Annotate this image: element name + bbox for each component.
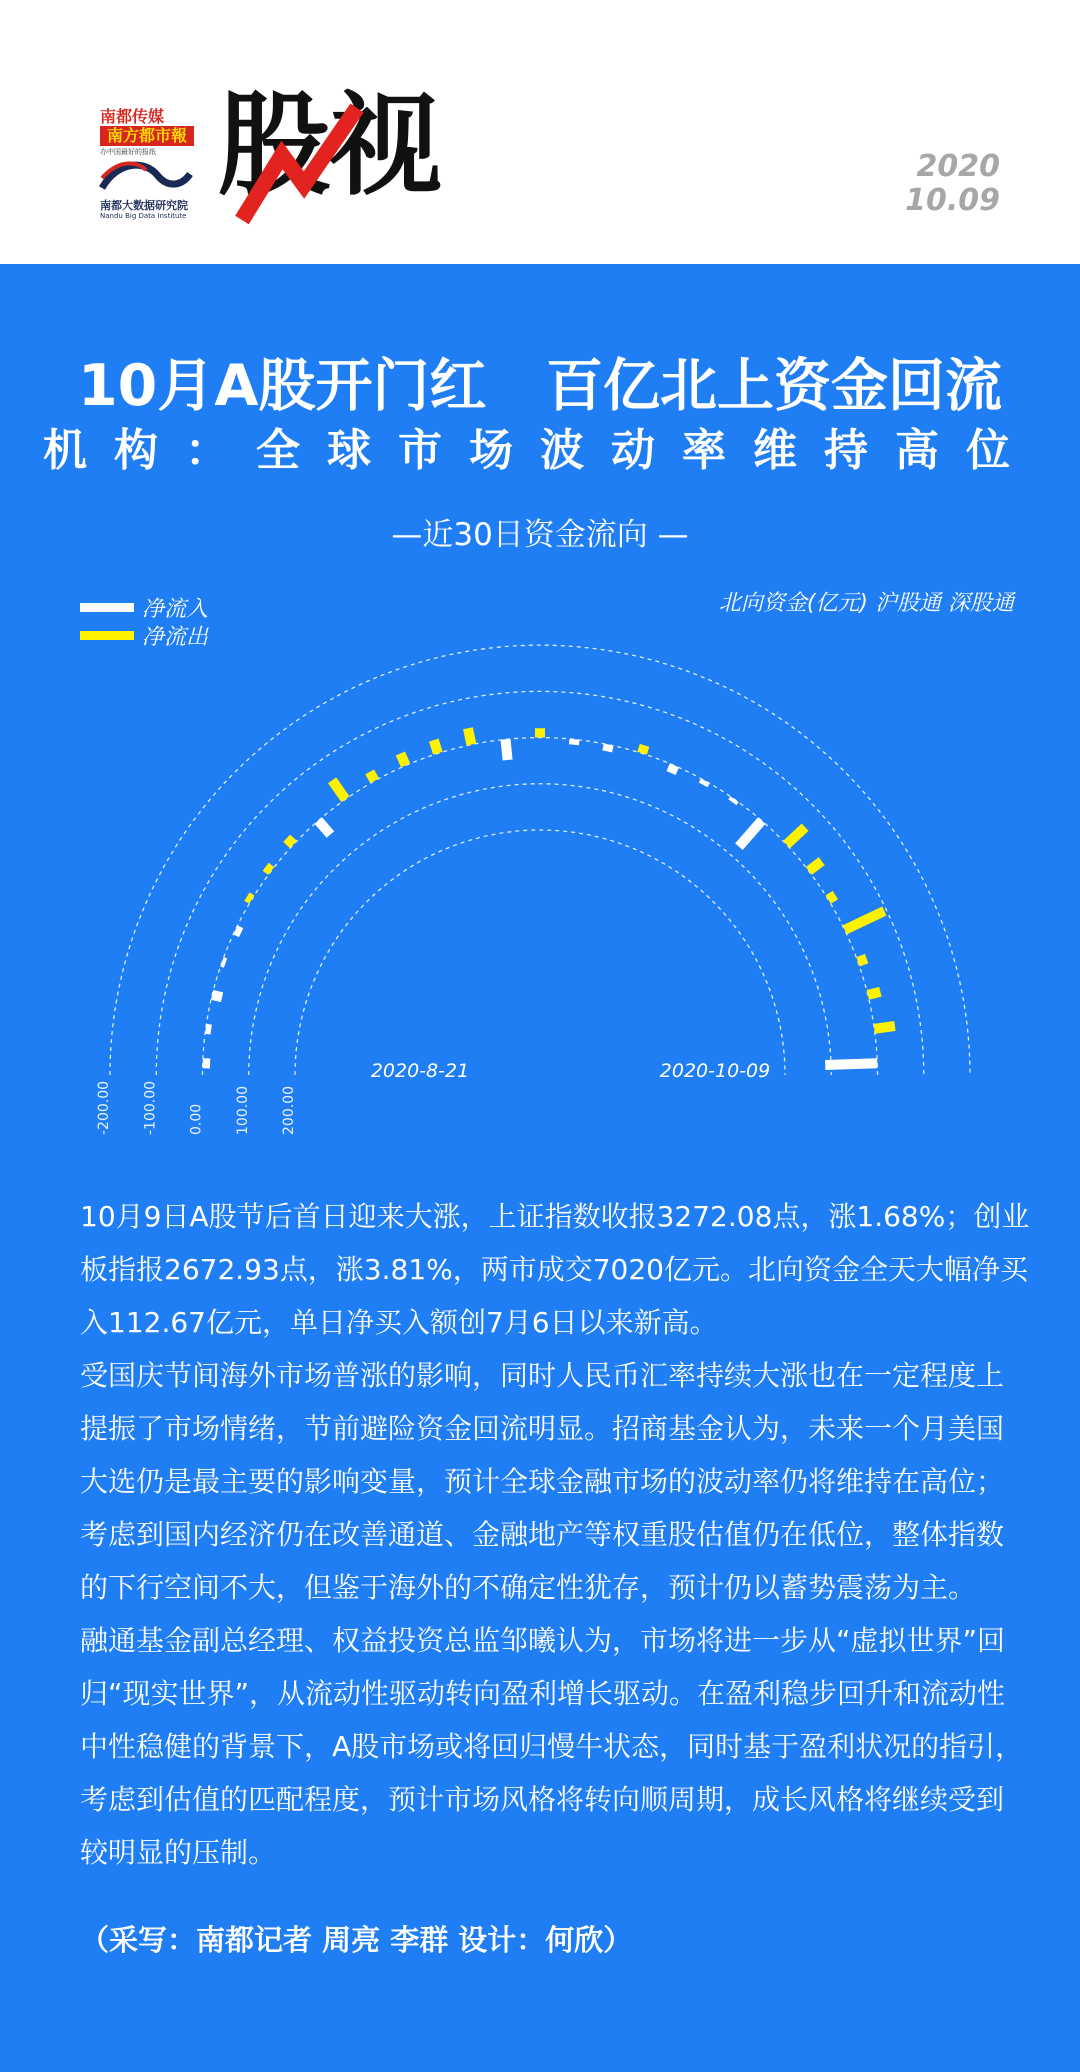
header-bar [0,0,1080,264]
brand-tagline: 办中国最好的报纸 [100,148,156,156]
trend-arrow-icon [232,100,372,230]
date-year: 2020 [916,149,1000,184]
flow-bar-30 [825,1063,877,1065]
flow-bar-17 [607,745,608,752]
flow-bar-18 [642,745,645,753]
ring-tick-label-4: -200.00 [96,1080,112,1135]
article-paragraph-3: 融通基金副总经理、权益投资总监邹曦认为，市场将进一步从“虚拟世界”回归“现实世界”，从流动性驱动转向盈利增长驱动。在盈利稳步回升和流动性中性稳健的背景下，A股市场或将回归慢牛状态，同时基于盈利状况的指引，考虑到估值的匹配程度，预计市场风格将转向顺周期，成长风格将继续受到较明显的压制。 [80,1624,1024,1869]
flow-bar-9 [332,780,345,799]
article-credit: （采写：南都记者 周亮 李群 设计：何欣） [80,1923,633,1957]
ring-tick-label-3: -100.00 [142,1080,159,1135]
ring-2 [203,738,878,1075]
flow-bar-6 [266,867,272,871]
date-day: 10.09 [905,183,1000,218]
wave-logo-icon [98,158,194,196]
flow-bar-26 [845,911,885,930]
flow-bar-13 [468,728,471,744]
brand-newspaper-label: 南方都市報 [100,126,194,146]
flow-bar-3 [222,962,225,963]
chart-subtitle: —近30日资金流向 — [391,517,689,553]
logo-wordmark: 股视 [218,81,442,211]
flow-bar-10 [370,772,375,781]
legend-label-inflow: 净流入 [142,596,209,622]
article-paragraph-2: 受国庆节间海外市场普涨的影响，同时人民币汇率持续大涨也在一定程度上提振了市场情绪，节前避险资金回流明显。招商基金认为，未来一个月美国大选仍是最主要的影响变量，预计全球金融市场的波动率仍将维持在高位；考虑到国内经济仍在改善通道、金融地产等权重股估值仍在低位，整体指数的下行空间不大，但鉴于海外的不确定性犹存，预计仍以蓄势震荡为主。 [80,1359,1005,1604]
flow-bar-11 [400,754,405,766]
flow-bar-19 [671,765,674,773]
institute-label: 南都大数据研究院 [100,199,188,212]
flow-bar-25 [828,895,835,899]
flow-bar-29 [874,1026,895,1029]
headline-title: 10月A股开门红 百亿北上资金回流 [78,353,1002,419]
flow-bar-21 [732,799,734,802]
ring-tick-label-2: 0.00 [188,1103,205,1135]
start-date-label: 2020-8-21 [370,1060,470,1082]
ring-3 [156,691,924,1075]
radial-flow-chart [0,560,1080,1160]
flow-bar-23 [787,827,806,844]
ring-4 [110,645,970,1075]
ring-0 [295,830,785,1075]
flow-bar-4 [235,930,241,933]
flow-bar-8 [318,821,330,835]
flow-bar-16 [574,739,575,745]
flow-bar-20 [703,781,705,785]
flow-bar-12 [434,740,438,753]
ring-1 [249,784,832,1075]
article-paragraph-1: 10月9日A股节后首日迎来大涨，上证指数收报3272.08点，涨1.68%；创业板指报2672.93点，涨3.81%，两市成交7020亿元。北向资金全天大幅净买入112.67亿元，单日净买入额创7月6日以来新高。 [80,1200,1030,1339]
flow-bar-14 [506,739,508,760]
end-date-label: 2020-10-09 [659,1060,771,1082]
headline-subtitle: 机构：全球市场波动率维持高位 [43,425,1037,476]
flow-bar-7 [287,838,294,844]
flow-bar-1 [206,1029,211,1030]
ring-tick-label-1: 100.00 [234,1086,251,1135]
flow-bar-24 [809,861,822,871]
article-body [80,1190,1030,1879]
ring-tick-label-0: 200.00 [281,1086,297,1135]
flow-bar-27 [858,959,867,962]
institute-label-en: Nandu Big Data Institute [100,212,187,220]
flow-bar-5 [247,897,252,900]
legend-label-outflow: 净流出 [142,624,209,650]
chart-unit-note: 北向资金(亿元) 沪股通 深股通 [718,591,1014,616]
flow-bar-22 [739,821,762,847]
flow-bar-2 [212,995,222,997]
flow-bar-28 [868,992,881,995]
brand-media-label: 南都传媒 [100,107,165,126]
